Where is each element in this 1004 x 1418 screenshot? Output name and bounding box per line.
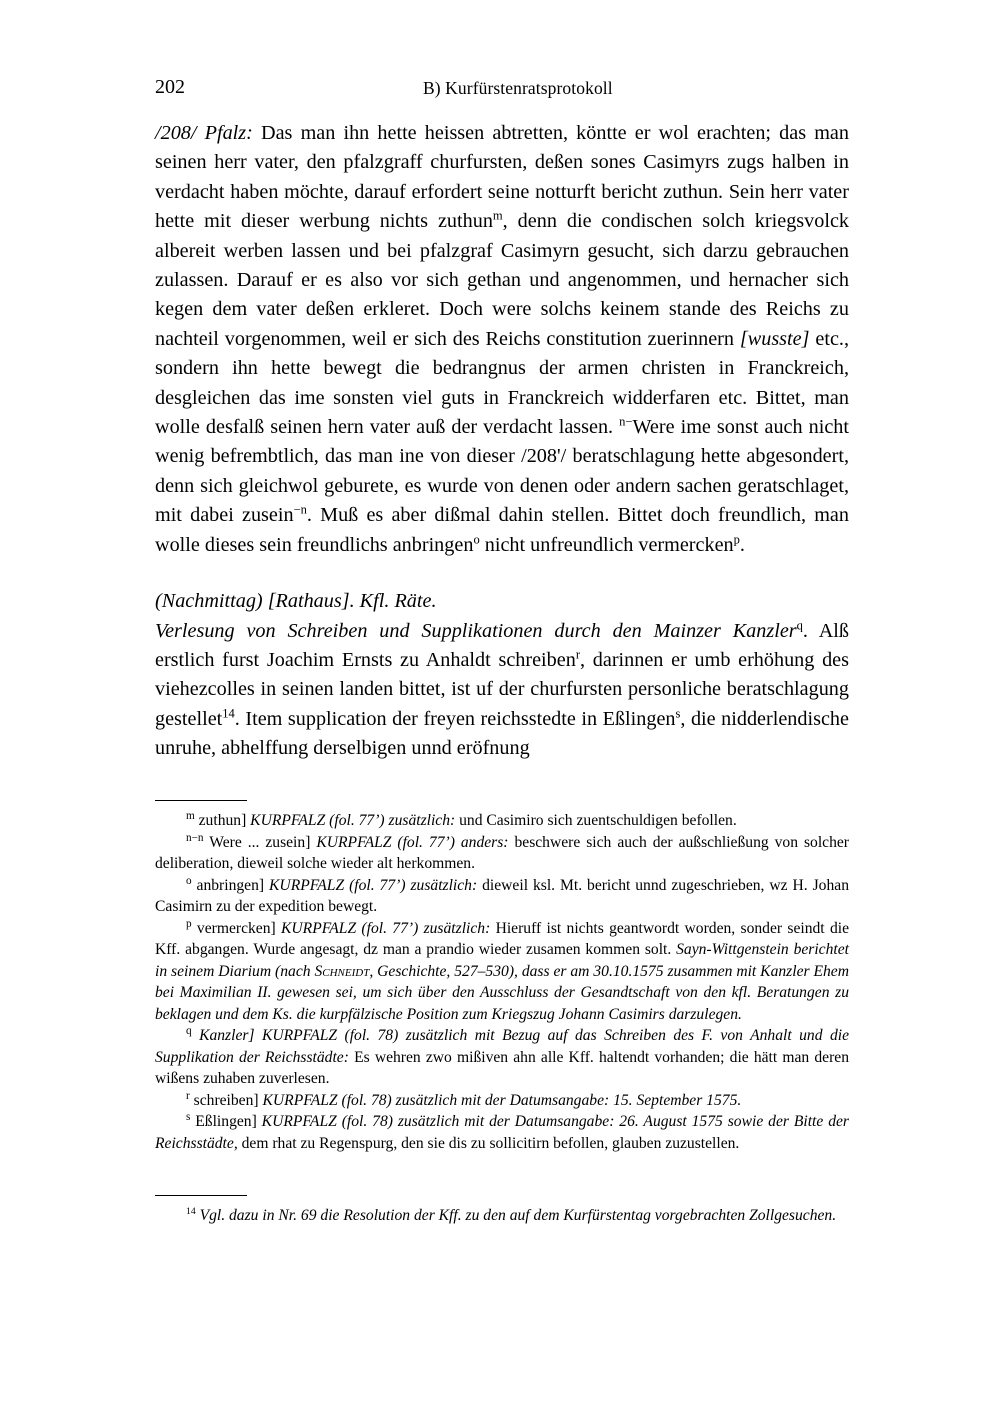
apparatus-lemma-n: Were ... zusein] <box>209 833 311 851</box>
apparatus-divider <box>155 800 247 801</box>
apparatus-text-p: Hieruff ist nichts geantwordt worden, sonder seindt die Kff. abgangen. Wurde angesagt, dz man a prandio wieder zusamen kommen solt. <box>155 919 849 958</box>
footnote-14 <box>155 1205 849 1227</box>
apparatus-id-q: q <box>186 1024 192 1037</box>
note-marker-n-open: n− <box>619 414 633 429</box>
footnote-text-14: Vgl. dazu in Nr. 69 die Resolution der Kff. zu den auf dem Kurfürstentag vorgebrachten Zollgesuchen. <box>199 1207 837 1224</box>
paragraph2-text-a: . Alß erstlich furst Joachim Ernsts zu Anhaldt schreiben <box>155 619 849 671</box>
paragraph2-text-d: , die nidderlendische unruhe, abhelffung derselbigen unnd eröfnung <box>155 707 849 760</box>
apparatus-id-p: p <box>186 917 192 930</box>
note-marker-n-close: −n <box>293 502 307 517</box>
paragraph-text-e: Were ime sonst auch nicht wenig befrembtlich, das man ine von dieser /208'/ beratschlagung hette abgesondert, denn sich gleichwol geburete, es wurde von denen oder andern sachen geratschlaget, mit dabei zusein <box>155 416 849 527</box>
apparatus-commentary-p2: , Geschichte, 527–530), dass er am 30.10.1575 zusammen mit Kanzler Ehem bei Maximilian II. gewesen sei, um sich über den Ausschluss der Gesandtschaft von den kfl. Beratungen zu beklagen und dem Ks. die kurpfälzische Position zum Kriegszug Johann Casimirs darzulegen. <box>155 962 849 1023</box>
apparatus-smallcaps-p: Schneidt <box>314 962 370 980</box>
paragraph2-lead-italic: Verlesung von Schreiben und Supplikationen durch den Mainzer Kanzler <box>155 619 797 642</box>
apparatus-note-p <box>155 918 849 1026</box>
apparatus-id-s: s <box>186 1110 191 1123</box>
footnote-divider <box>155 1195 247 1196</box>
note-marker-s: s <box>675 705 681 720</box>
apparatus-text-m: und Casimiro sich zuentschuldigen befollen. <box>455 812 737 829</box>
apparatus-lemma-p: vermercken] <box>196 919 276 937</box>
apparatus-commentary-p1: Sayn-Wittgenstein berichtet in seinem Diarium (nach <box>155 941 849 980</box>
note-marker-o: o <box>473 531 480 546</box>
apparatus-source-m: KURPFALZ (fol. 77’) zusätzlich: <box>246 812 456 829</box>
apparatus-id-o: o <box>186 874 192 887</box>
apparatus-source-o: KURPFALZ (fol. 77’) zusätzlich: <box>264 876 478 894</box>
critical-apparatus <box>155 800 849 1154</box>
paragraph-text-g: nicht unfreundlich vermercken <box>479 533 734 556</box>
main-text <box>155 119 849 764</box>
paragraph-text-f: . Muß es aber dißmal dahin stellen. Bittet doch freundlich, man wolle dieses sein freundlichs anbringen <box>155 504 849 556</box>
paragraph-text-end: . <box>739 533 745 556</box>
apparatus-text-n: beschwere sich auch der außschließung von solcher deliberation, dieweil solche wieder alt herkommen. <box>155 833 849 872</box>
running-title: B) Kurfürstenratsprotokoll <box>423 78 613 98</box>
apparatus-note-r <box>155 1090 849 1112</box>
paragraph-text-d: etc., sondern ihn hette bewegt die bedrangnus der armen christen in Franckreich, desgleichen das ime sonsten viel guts in Franckreich widderfaren etc. Bittet, man wolle desfalß seinen hern vater auß der verdacht lassen. <box>155 327 850 439</box>
footnote-id-14: 14 <box>186 1205 196 1217</box>
apparatus-note-m <box>155 810 849 832</box>
apparatus-source-s: KURPFALZ (fol. 78) zusätzlich mit der Datumsangabe: 26. August 1575 sowie der Bitte der Reichsstädte, <box>155 1113 849 1152</box>
footnote-marker-14: 14 <box>222 705 235 720</box>
page-number: 202 <box>155 76 185 98</box>
apparatus-note-q <box>155 1025 849 1090</box>
apparatus-note-s <box>155 1111 849 1154</box>
apparatus-id-m: m <box>186 809 195 822</box>
apparatus-lemma-s: Eßlingen] <box>195 1113 257 1130</box>
subheading-nachmittag: (Nachmittag) [Rathaus]. Kfl. Räte. <box>155 590 437 613</box>
paragraph2-text-b: , darinnen er umb erhöhung des viehezcolles in seinen landen bittet, ist uf der churfursten personliche beratschlagung gestellet <box>155 648 850 730</box>
page-header <box>155 76 855 102</box>
footnote-area <box>155 1195 849 1227</box>
paragraph2-text-c: . Item supplication der freyen reichsstedte in Eßlingen <box>234 707 676 730</box>
apparatus-id-r: r <box>186 1089 190 1102</box>
apparatus-source-n: KURPFALZ (fol. 77’) anders: <box>310 833 509 851</box>
apparatus-note-o <box>155 875 849 918</box>
paragraph-text-a: Das man ihn hette heissen abtretten, köntte er wol erachten; das man seinen herr vater, den pfalzgraff churfursten, deßen sones Casimyrs zugs halben in verdacht haben möchte, darauf erfordert seine notturft bericht zuthun. Sein herr vater hette mit dieser werbung nichts zuthun <box>155 122 849 233</box>
note-marker-m: m <box>492 208 503 223</box>
apparatus-lemma-r: schreiben] <box>193 1091 259 1109</box>
apparatus-text-o: dieweil ksl. Mt. bericht unnd zugeschrieben, wz H. Johan Casimirn zu der expedition bewegt. <box>155 876 849 915</box>
apparatus-lemma-q: Kanzler] KURPFALZ (fol. 78) zusätzlich mit Bezug auf das Schreiben des F. von Anhalt und die Supplikation der Reichsstädte: <box>155 1027 849 1066</box>
paragraph-editorial-insert: [wusste] <box>739 327 810 350</box>
apparatus-text-q: Es wehren zwo mißiven ahn alle Kff. haltendt vorhanden; die hätt man deren wißens zuhaben zuverlesen. <box>155 1048 849 1087</box>
apparatus-text-s: dem rhat zu Regenspurg, den sie dis zu sollicitirn befollen, glauben zuzustellen. <box>237 1134 740 1152</box>
paragraph-lead-italic: /208/ Pfalz: <box>155 122 253 144</box>
apparatus-source-p: KURPFALZ (fol. 77’) zusätzlich: <box>275 919 491 937</box>
apparatus-lemma-o: anbringen] <box>196 876 265 894</box>
note-marker-q: q <box>796 617 803 632</box>
apparatus-note-n <box>155 832 849 875</box>
apparatus-lemma-m: zuthun] <box>198 812 247 829</box>
note-marker-p: p <box>733 531 740 546</box>
paragraph-verlesung <box>155 617 849 764</box>
note-marker-r: r <box>575 647 580 662</box>
paragraph-pfalz <box>155 119 849 560</box>
apparatus-source-r: KURPFALZ (fol. 78) zusätzlich mit der Datumsangabe: 15. September 1575. <box>258 1091 742 1109</box>
apparatus-id-n: n−n <box>186 831 204 844</box>
paragraph-text-b: , denn die condischen solch kriegsvolck albereit werben lassen und bei pfalzgraf Casimyrn gesucht, sich darzu gebrauchen zulassen. Darauf er es also vor sich gethan und angenommen, und hernacher sich kegen dem vater deßen erkleret. Doch were solchs keinem stande des Reichs zu nachteil vorgenommen, weil er sich des Reichs constitution zuerinnern <box>155 210 849 350</box>
